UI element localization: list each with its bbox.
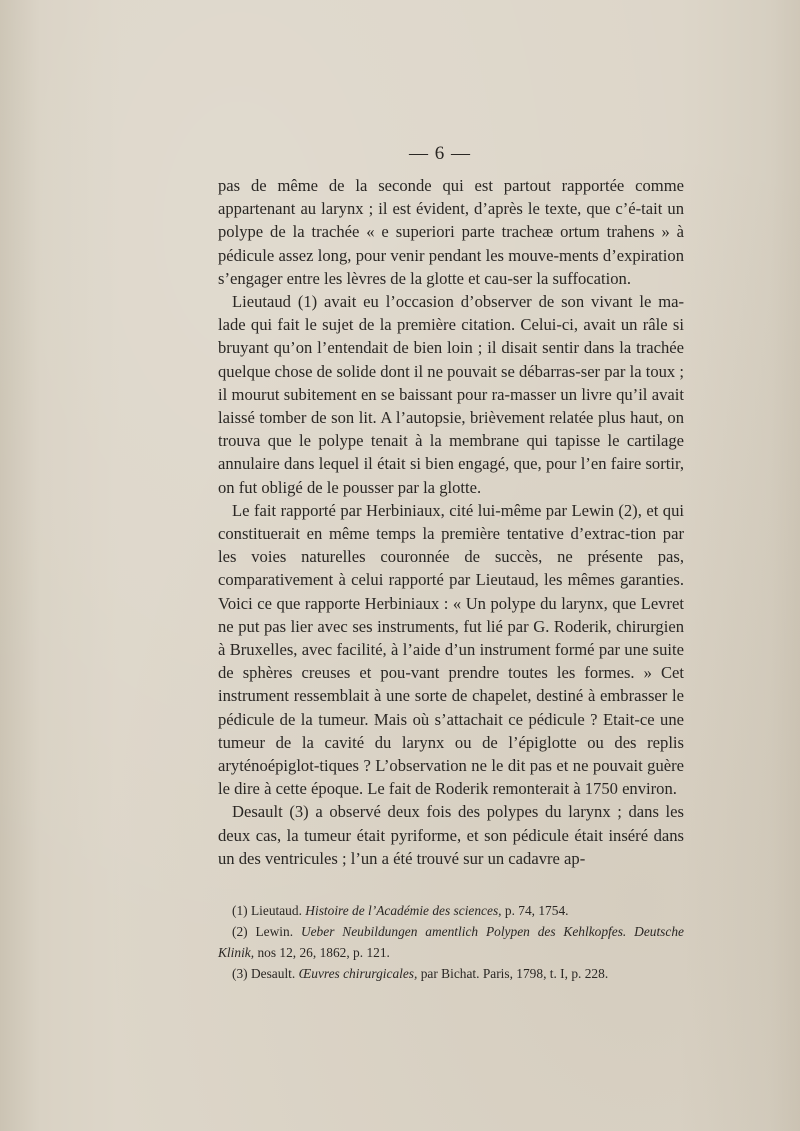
footnote-details: p. 74, 1754. [504, 903, 569, 918]
footnote-2 [218, 921, 684, 963]
paragraph-continuation: pas de même de la seconde qui est partout rapportée comme appartenant au larynx ; il est évident, d’après le texte, que c’é-tait un polype de la trachée « e superiori parte tracheæ ortum trahens » à pédicule assez long, pour venir pendant les mouve-ments d’expiration s’engager entre les lèvres de la glotte et cau-ser la suffocation. [218, 176, 684, 288]
footnote-number: (3) [232, 966, 248, 981]
paragraph-desault: Desault (3) a observé deux fois des polypes du larynx ; dans les deux cas, la tumeur était pyriforme, et son pédicule était inséré dans un des ventricules ; l’un a été trouvé sur un cadavre ap- [218, 802, 684, 868]
footnote-1 [218, 900, 684, 921]
body-text [218, 174, 684, 870]
footnote-details: nos 12, 26, 1862, p. 121. [257, 945, 390, 960]
footnote-3 [218, 963, 684, 984]
paragraph-lieutaud: Lieutaud (1) avait eu l’occasion d’observer de son vivant le ma-lade qui fait le sujet de la première citation. Celui-ci, avait un râle si bruyant qu’on l’entendait de bien loin ; il disait sentir dans la trachée quelque chose de solide dont il ne pouvait se débarras-ser par la toux ; il mourut subitement en se baissant pour ra-masser un livre qu’il avait laissé tomber de son lit. A l’autopsie, brièvement relatée plus haut, on trouva que le polype tenait à la membrane qui tapisse le cartilage annulaire dans lequel il était si bien engagé, que, pour l’en faire sortir, on fut obligé de le pousser par la glotte. [218, 292, 684, 497]
footnote-author: Lieutaud. [250, 903, 302, 918]
footnote-title: Ueber Neubildungen amentlich Polypen des Kehlkopfes. Deutsche Klinik, [218, 924, 684, 960]
page-number: — 6 — [409, 143, 471, 164]
footnote-title: Œuvres chirurgicales, [298, 966, 418, 981]
paragraph-herbiniaux: Le fait rapporté par Herbiniaux, cité lui-même par Lewin (2), et qui constituerait en même temps la première tentative d’extrac-tion par les voies naturelles couronnée de succès, ne présente pas, comparativement à celui rapporté par Lieutaud, les mêmes garanties. Voici ce que rapporte Herbiniaux : « Un polype du larynx, que Levret ne put pas lier avec ses instruments, fut lié par G. Roderik, chirurgien à Bruxelles, avec facilité, à l’aide d’un instrument formé par une suite de sphères creuses et pou-vant prendre toutes les formes. » Cet instrument ressemblait à une sorte de chapelet, destiné à embrasser le pédicule de la tumeur. Mais où s’attachait ce pédicule ? Etait-ce une tumeur de la cavité du larynx ou de l’épiglotte ou des replis aryténoépiglot-tiques ? L’observation ne le dit pas et ne pouvait guère le dire à cette époque. Le fait de Roderik remonterait à 1750 environ. [218, 500, 684, 799]
footnote-number: (1) [232, 903, 248, 918]
footnote-details: par Bichat. Paris, 1798, t. I, p. 228. [420, 966, 609, 981]
footnote-title: Histoire de l’Académie des sciences, [305, 903, 502, 918]
footnote-author: Desault. [250, 966, 296, 981]
footnotes [218, 900, 684, 984]
footnote-number: (2) [232, 924, 248, 939]
footnote-author: Lewin. [255, 924, 294, 939]
